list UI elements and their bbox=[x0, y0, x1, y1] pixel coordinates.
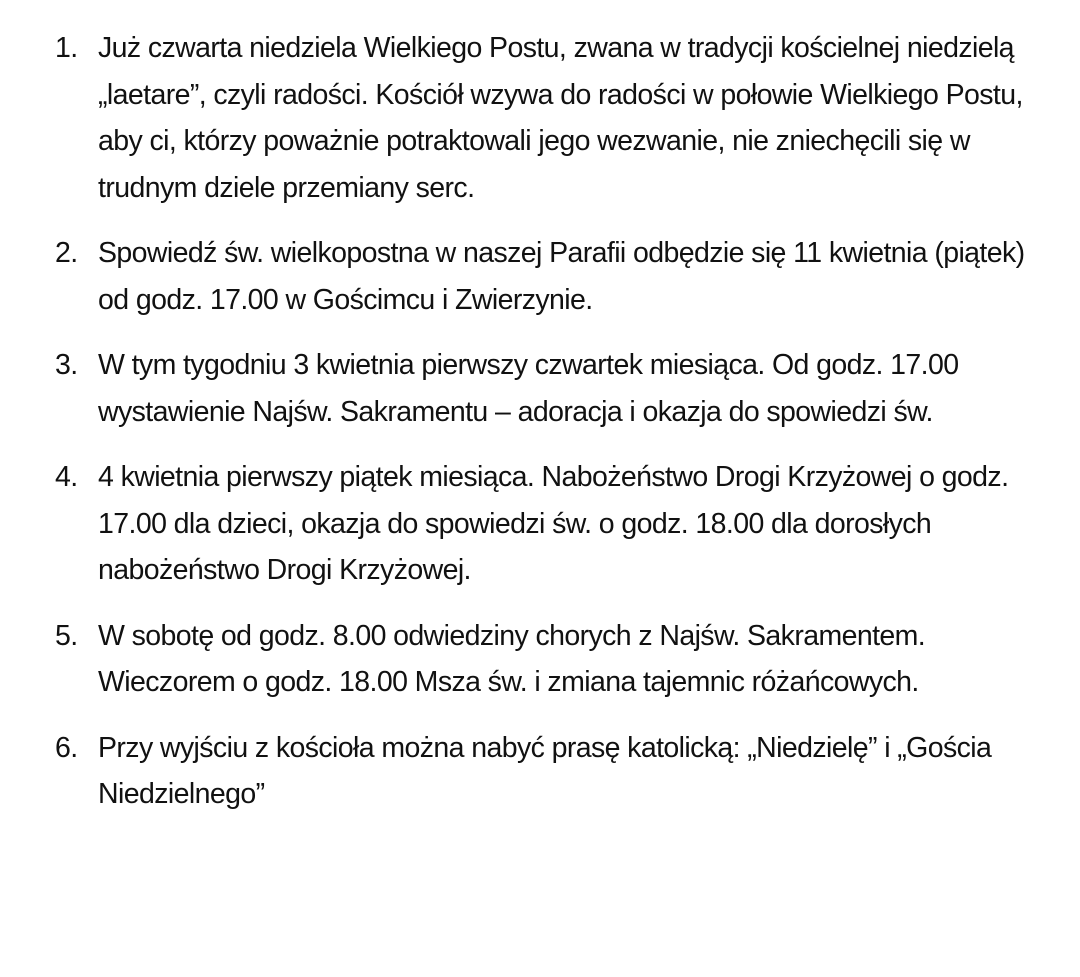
item-number: 2. bbox=[55, 237, 78, 269]
item-number: 3. bbox=[55, 349, 78, 381]
item-number: 4. bbox=[55, 461, 78, 493]
announcement-item-5 bbox=[0, 613, 1080, 706]
item-text: 4 kwietnia pierwszy piątek miesiąca. Nabożeństwo Drogi Krzyżowej o godz. 17.00 dla dzieci, okazja do spowiedzi św. o godz. 18.00 dla dorosłych nabożeństwo Drogi Krzyżowej. bbox=[98, 461, 1009, 586]
item-number: 1. bbox=[55, 32, 78, 64]
announcement-item-4 bbox=[0, 454, 1080, 594]
announcement-item-3 bbox=[0, 342, 1080, 435]
item-text: W tym tygodniu 3 kwietnia pierwszy czwartek miesiąca. Od godz. 17.00 wystawienie Najśw. Sakramentu – adoracja i okazja do spowiedzi św. bbox=[98, 349, 959, 428]
item-text: W sobotę od godz. 8.00 odwiedziny chorych z Najśw. Sakramentem. Wieczorem o godz. 18.00 Msza św. i zmiana tajemnic różańcowych. bbox=[98, 619, 926, 698]
announcement-item-1 bbox=[0, 25, 1080, 211]
item-text: Już czwarta niedziela Wielkiego Postu, zwana w tradycji kościelnej niedzielą „laetare”, czyli radości. Kościół wzywa do radości w połowie Wielkiego Postu, aby ci, którzy poważnie potraktowali jego wezwanie, nie zniechęcili się w trudnym dziele przemiany serc. bbox=[98, 32, 1023, 204]
item-number: 5. bbox=[55, 619, 78, 652]
item-number: 6. bbox=[55, 731, 78, 764]
item-text: Spowiedź św. wielkopostna w naszej Parafii odbędzie się 11 kwietnia (piątek) od godz. 17.00 w Gościmcu i Zwierzynie. bbox=[98, 237, 1025, 316]
announcement-item-6 bbox=[0, 725, 1080, 818]
announcement-item-2 bbox=[0, 230, 1080, 323]
item-text: Przy wyjściu z kościoła można nabyć prasę katolicką: „Niedzielę” i „Gościa Niedzielnego” bbox=[98, 731, 992, 810]
